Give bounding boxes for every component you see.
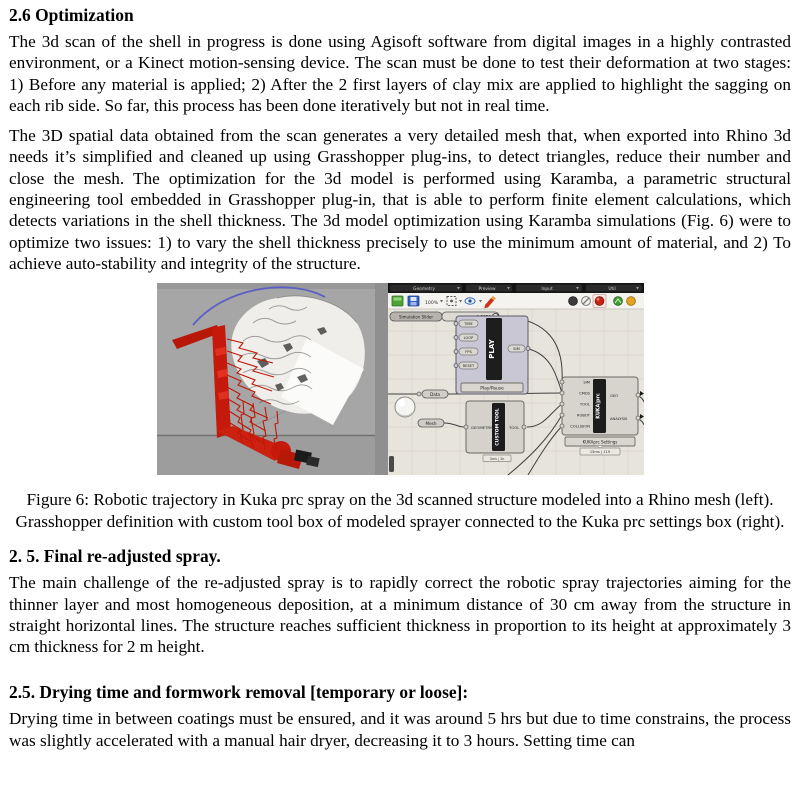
- paragraph-drying-time: Drying time in between coatings must be ensured, and it was around 5 hrs but due to time constrains, the process was slightly accelerated with a manual hair dryer, decreasing it to 3 hours. Setting time can: [9, 709, 791, 750]
- kuka-prc-component: [560, 377, 644, 455]
- custom-tool-component: [464, 401, 526, 462]
- play-input-reset: RESET: [462, 364, 474, 369]
- play-input-fps: FPS: [464, 350, 472, 355]
- kuka-output-analysis: ANALYSIS: [609, 417, 627, 422]
- tab-util: Util: [607, 287, 616, 293]
- figure-right-grasshopper-image: [388, 283, 644, 475]
- play-pause-label: Play/Pause: [479, 386, 504, 392]
- section-heading-drying-time: 2.5. Drying time and formwork removal [temporary or loose]:: [9, 682, 469, 703]
- kuka-input-sim: SIM: [582, 380, 590, 385]
- kuka-label: KUKA|prc: [596, 393, 601, 419]
- kuka-stats: 15ms | 119: [589, 450, 610, 455]
- paragraph-final-spray: The main challenge of the re-adjusted spray is to rapidly correct the robotic spray trajectories aiming for the thinner layer and most homogeneous deposition, at a minimum distance of 30 cm away from the structure in straight horizontal lines. The structure reaches sufficient thickness in proportion to its height at approximately 3 cm thickness for 2 m height.: [9, 573, 791, 657]
- preview-dark-sphere-icon: [568, 297, 577, 306]
- preview-off-icon: [581, 297, 590, 306]
- viewport-right-edge: [375, 283, 388, 475]
- section-heading-final-spray: 2. 5. Final re-adjusted spray.: [9, 546, 221, 567]
- mesh-yellow-sphere-icon: [626, 297, 635, 306]
- mesh-param-label: Mesh: [424, 421, 437, 427]
- figure-caption-line1: Figure 6: Robotic trajectory in Kuka prc spray on the 3d scanned structure modeled into a Rhino mesh (left).: [26, 490, 774, 510]
- play-input-time: TIME: [463, 322, 473, 327]
- tab-preview: Preview: [477, 287, 496, 293]
- custom-tool-input-geometry: GEOMETRY: [470, 425, 492, 431]
- kuka-input-robot: ROBOT: [576, 413, 590, 418]
- kuka-input-collision: COLLISION: [569, 424, 590, 429]
- figure-left-robot-scan-image: [157, 283, 388, 475]
- play-label: PLAY: [487, 339, 496, 359]
- kuka-input-cmds: CMDS: [578, 391, 590, 396]
- save-icon: [408, 296, 419, 306]
- tab-geometry: Geometry: [412, 287, 435, 293]
- preview-eye-icon: [465, 298, 475, 304]
- mesh-green-sphere-icon: [613, 297, 622, 306]
- kuka-settings-label: KUKAprc Settings: [582, 439, 617, 445]
- slider-label: Simulation Slider: [398, 314, 433, 320]
- section-heading-optimization: 2.6 Optimization: [9, 5, 134, 25]
- render-sphere: [395, 397, 415, 417]
- custom-tool-output-tool: TOOL: [508, 425, 519, 431]
- figure-6: [157, 283, 644, 475]
- play-output-sim: SIM: [512, 347, 520, 352]
- scrollbar-fragment: [389, 456, 394, 472]
- kuka-input-tool: TOOL: [579, 402, 590, 407]
- canvas-toolbar: [388, 293, 644, 309]
- preview-red-sphere-icon: [593, 295, 606, 308]
- paragraph-mesh-optimization: The 3D spatial data obtained from the scan generates a very detailed mesh that, when exported into Rhino 3d needs it’s simplified and cleaned up using Grasshopper plug-ins, to detect triangles, reduce their number and close the mesh. The optimization for the 3d model is performed using Karamba, a parametric structural engineering tool embedded in Grasshopper plug-in, that is able to perform finite element calculations, which detects variations in the shell thickness. The 3d model optimization using Karamba simulations (Fig. 6) were to optimize two issues: 1) to vary the shell thickness precisely to use the minimum amount of material, and 2) To achieve auto-stability and integrity of the structure.: [9, 126, 791, 273]
- paragraph-scan: The 3d scan of the shell in progress is done using Agisoft software from digital images in a highly contrasted environment, or a Kinect motion-sensing device. The scan must be done to test their deformation at two stages: 1) Before any material is applied; 2) After the 2 first layers of clay mix are applied to highlight the sagging on each rib side. So far, this process has been done iteratively but not in real time.: [9, 32, 791, 115]
- play-component: [454, 316, 530, 394]
- data-param-label: Data: [429, 392, 440, 398]
- kuka-output-geo: GEO: [609, 394, 618, 399]
- custom-tool-stats: 3ms | 2k: [489, 457, 504, 462]
- open-file-icon: [392, 296, 403, 306]
- play-input-loop: LOOP: [463, 336, 473, 341]
- figure-caption-line2: Grasshopper definition with custom tool box of modeled sprayer connected to the Kuka prc settings box (right).: [15, 511, 785, 531]
- figure-caption: [9, 489, 791, 532]
- menu-tab-bar: [388, 283, 644, 293]
- tab-input: Input: [540, 287, 553, 293]
- custom-tool-label: CUSTOM TOOL: [495, 408, 500, 447]
- zoom-level-value: 100%: [424, 301, 438, 307]
